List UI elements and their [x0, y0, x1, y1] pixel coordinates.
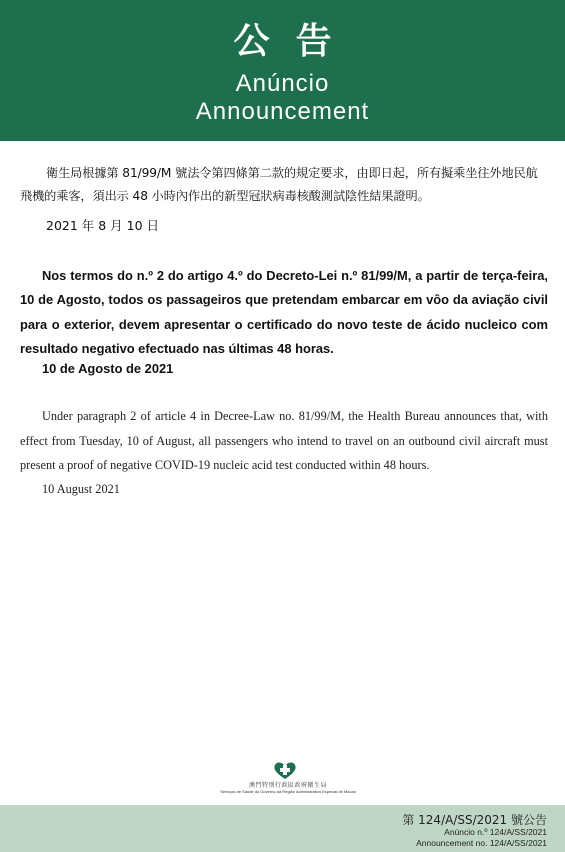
- footer-reference-english: Announcement no. 124/A/SS/2021: [416, 838, 547, 848]
- title-english: Announcement: [195, 98, 370, 125]
- notice-chinese-date: 2021 年 8 月 10 日: [46, 218, 160, 233]
- notice-portuguese-date: 10 de Agosto de 2021: [42, 361, 174, 376]
- logo-name-chinese: 澳門特別行政區政府衛生局: [248, 782, 327, 789]
- title-portuguese: Anúncio: [235, 70, 330, 97]
- notice-english-text: Under paragraph 2 of article 4 in Decree-Law no. 81/99/M, the Health Bureau announces that, with effect from Tuesday, 10 of August, all passengers who intend to travel on an outbound civil aircraft must present a proof of negative COVID-19 nucleic acid test conducted within 48 hours.: [20, 409, 548, 472]
- footer-bar: [0, 805, 565, 852]
- footer-reference-chinese: 第 124/A/SS/2021 號公告: [402, 813, 547, 827]
- notice-chinese-text: 衛生局根據第 81/99/M 號法令第四條第二款的規定要求，由即日起，所有擬乘坐往外地民航飛機的乘客，須出示 48 小時內作出的新型冠狀病毒核酸測試陰性結果證明。: [20, 166, 538, 203]
- health-bureau-emblem-icon: [272, 760, 298, 780]
- notice-english-date: 10 August 2021: [42, 482, 120, 496]
- title-chinese: 公告: [233, 21, 358, 62]
- footer-reference-portuguese: Anúncio n.º 124/A/SS/2021: [444, 827, 547, 837]
- logo-name-portuguese: Serviços de Saúde do Governo da Região Administrativa Especial de Macau: [220, 789, 356, 794]
- health-bureau-logo: [208, 760, 368, 800]
- notice-portuguese-text: Nos termos do n.º 2 do artigo 4.º do Decreto-Lei n.º 81/99/M, a partir de terça-feira, 10 de Agosto, todos os passageiros que pretendam embarcar em vôo da aviação civil para o exterior, devem apresentar o certificado do novo teste de ácido nucleico com resultado negativo efectuado nas últimas 48 horas.: [20, 268, 548, 357]
- header-banner: [0, 0, 565, 141]
